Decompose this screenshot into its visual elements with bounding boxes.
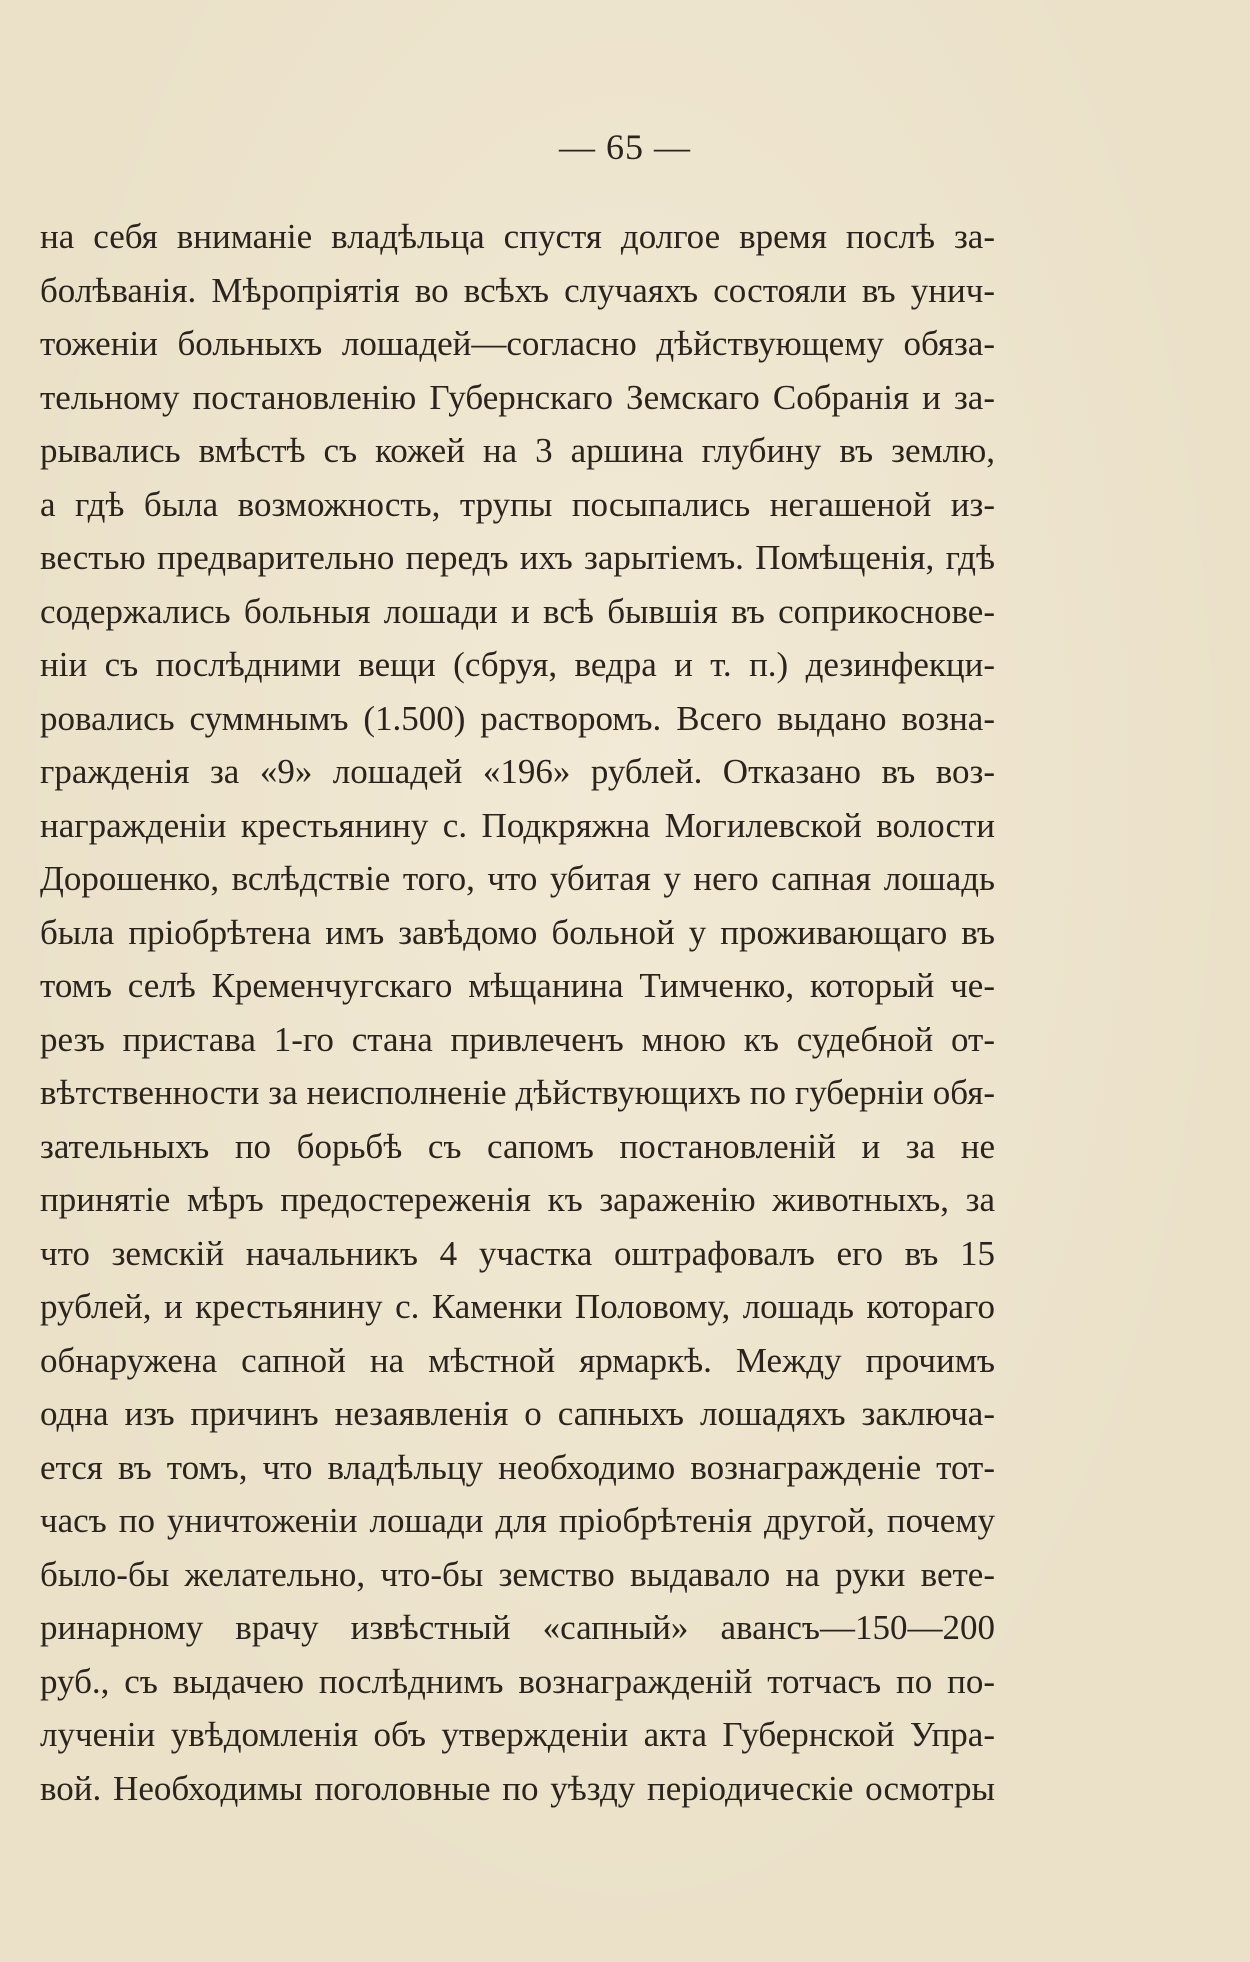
- text-line: тельному постановленію Губернскаго Земскаго Собранія и за-: [40, 377, 995, 417]
- text-line: награжденіи крестьянину с. Подкряжна Могилевской волости: [40, 805, 995, 845]
- text-line: часъ по уничтоженіи лошади для пріобрѣтенія другой, почему: [40, 1501, 995, 1540]
- text-line: Дорошенко, вслѣдствіе того, что убитая у него сапная лошадь: [40, 859, 995, 898]
- text-line: одна изъ причинъ незаявленія о сапныхъ лошадяхъ заключа-: [40, 1394, 995, 1433]
- text-line: рывались вмѣстѣ съ кожей на 3 аршина глубину въ землю,: [40, 431, 995, 470]
- text-line: что земскій начальникъ 4 участка оштрафовалъ его въ 15: [40, 1233, 995, 1273]
- text-line: резъ пристава 1-го стана привлеченъ мною къ судебной от-: [40, 1019, 995, 1059]
- text-line: гражденія за «9» лошадей «196» рублей. Отказано въ воз-: [40, 752, 995, 791]
- text-line: зательныхъ по борьбѣ съ сапомъ постановленій и за не: [40, 1126, 995, 1166]
- text-line: болѣванія. Мѣропріятія во всѣхъ случаяхъ состояли въ унич-: [40, 270, 995, 310]
- text-line: ринарному врачу извѣстный «сапный» авансъ—150—200: [40, 1608, 995, 1647]
- text-line: ется въ томъ, что владѣльцу необходимо вознагражденіе тот-: [40, 1447, 995, 1487]
- text-line: тоженіи больныхъ лошадей—согласно дѣйствующему обяза-: [40, 324, 995, 363]
- text-line: а гдѣ была возможность, трупы посыпались негашеной из-: [40, 484, 995, 524]
- page-number: — 65 —: [559, 127, 691, 167]
- text-line: вой. Необходимы поголовные по уѣзду періодическіе осмотры: [40, 1768, 995, 1808]
- text-line: обнаружена сапной на мѣстной ярмаркѣ. Между прочимъ: [40, 1340, 995, 1380]
- text-line: руб., съ выдачею послѣднимъ вознагражденій тотчасъ по по-: [40, 1661, 995, 1701]
- text-line: вѣтственности за неисполненіе дѣйствующихъ по губерніи обя-: [40, 1073, 995, 1112]
- text-line: лученіи увѣдомленія объ утвержденіи акта Губернской Упра-: [40, 1715, 995, 1754]
- text-line: ніи съ послѣдними вещи (сбруя, ведра и т. п.) дезинфекци-: [40, 645, 995, 684]
- body-text: [40, 210, 995, 1815]
- text-line: было-бы желательно, что-бы земство выдавало на руки вете-: [40, 1554, 995, 1594]
- text-line: вестью предварительно передъ ихъ зарытіемъ. Помѣщенія, гдѣ: [40, 538, 995, 577]
- text-line: содержались больныя лошади и всѣ бывшія въ соприкоснове-: [40, 591, 995, 631]
- text-line: принятіе мѣръ предостереженія къ зараженію животныхъ, за: [40, 1180, 995, 1219]
- text-line: рублей, и крестьянину с. Каменки Половому, лошадь котораго: [40, 1287, 995, 1326]
- text-line: ровались суммнымъ (1.500) растворомъ. Всего выдано возна-: [40, 698, 995, 738]
- text-line: томъ селѣ Кременчугскаго мѣщанина Тимченко, который че-: [40, 966, 995, 1005]
- text-line: на себя вниманіе владѣльца спустя долгое время послѣ за-: [40, 217, 995, 256]
- text-line: была пріобрѣтена имъ завѣдомо больной у проживающаго въ: [40, 912, 995, 952]
